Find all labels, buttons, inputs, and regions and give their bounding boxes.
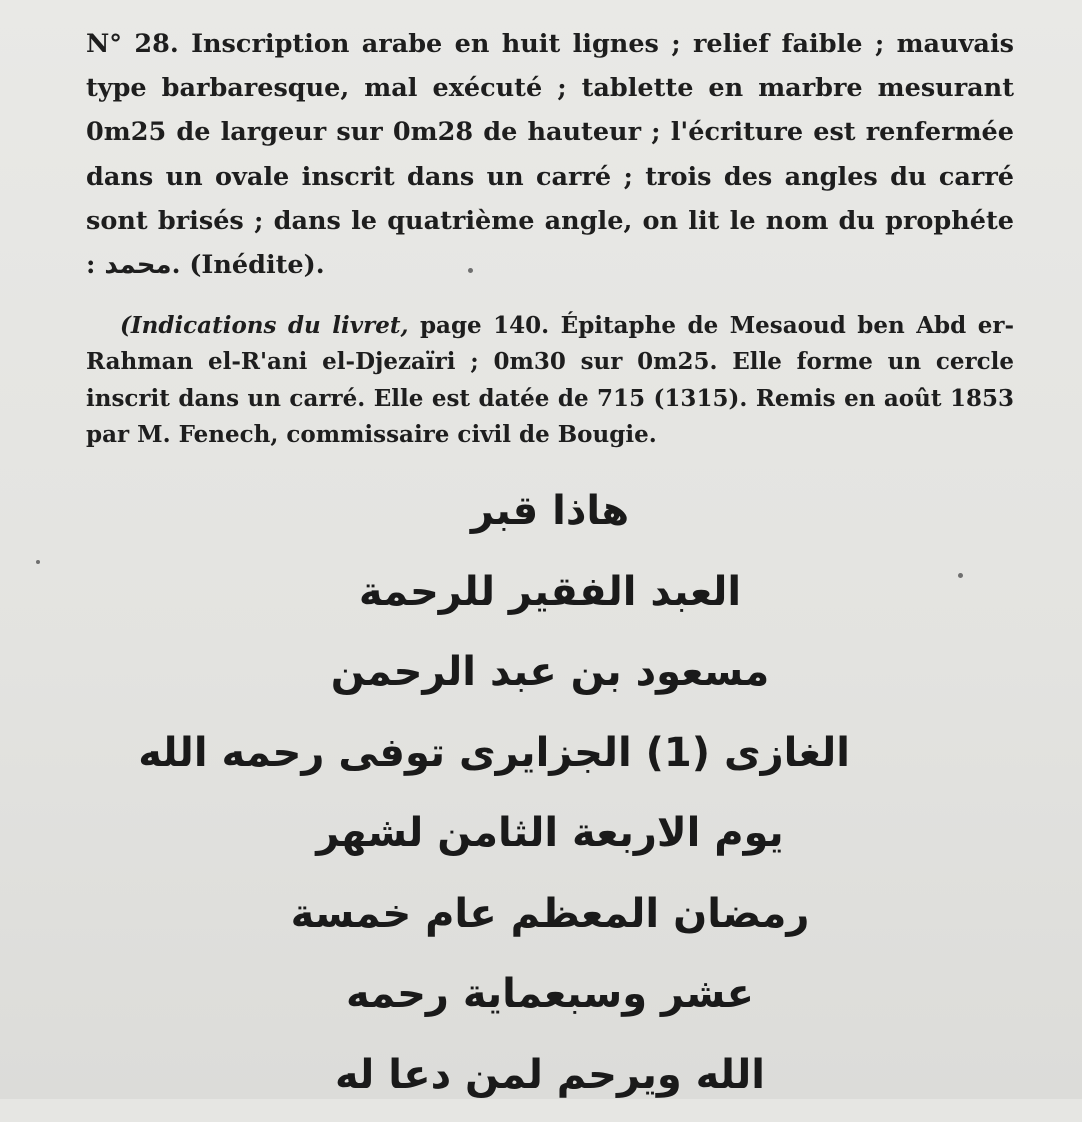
entry-status: . (Inédite). bbox=[172, 250, 325, 280]
inscription-line-8: الله ويرحم لمن دعا له bbox=[250, 1042, 850, 1122]
inscription-line-5: يوم الاربعة الثامن لشهر bbox=[250, 800, 850, 881]
paper-speck bbox=[468, 268, 473, 273]
inscription-line-7: عشر وسبعماية رحمه bbox=[250, 961, 850, 1042]
arabic-inscription bbox=[250, 478, 850, 1122]
inscription-line-3: مسعود بن عبد الرحمن bbox=[250, 639, 850, 720]
inscription-line-6: رمضان المعظم عام خمسة bbox=[250, 881, 850, 962]
provenance-text: page 140. Épitaphe de Mesaoud ben Abd er-Rahman el-R'ani el-Djezaïri ; 0m30 sur 0m25. Elle forme un cercle inscrit dans un carré. Elle est datée de 715 (1315). Remis en août 1853 par M. Fenech, commissaire civil de Bougie. bbox=[86, 312, 1014, 448]
entry-description-text: N° 28. Inscription arabe en huit lignes ; relief faible ; mauvais type barbaresque, mal exécuté ; tablette en marbre mesurant 0m25 de largeur sur 0m28 de hauteur ; l'écriture est renfermée dans un ovale inscrit dans un carré ; trois des angles du carré sont brisés ; dans le quatrième angle, on lit le nom du prophéte : bbox=[86, 29, 1014, 280]
paper-speck bbox=[36, 560, 40, 564]
entry-provenance bbox=[86, 308, 1014, 454]
inscription-line-2: العبد الفقير للرحمة bbox=[250, 559, 850, 640]
inscription-line-1: هاذا قبر bbox=[250, 478, 850, 559]
provenance-source: (Indications du livret, bbox=[120, 312, 408, 339]
inscription-line-4: الغازى (1) الجزايرى توفى رحمه الله bbox=[250, 720, 850, 801]
prophet-name-arabic: محمد bbox=[104, 250, 171, 280]
paper-speck bbox=[958, 573, 963, 578]
entry-description bbox=[86, 22, 1014, 287]
